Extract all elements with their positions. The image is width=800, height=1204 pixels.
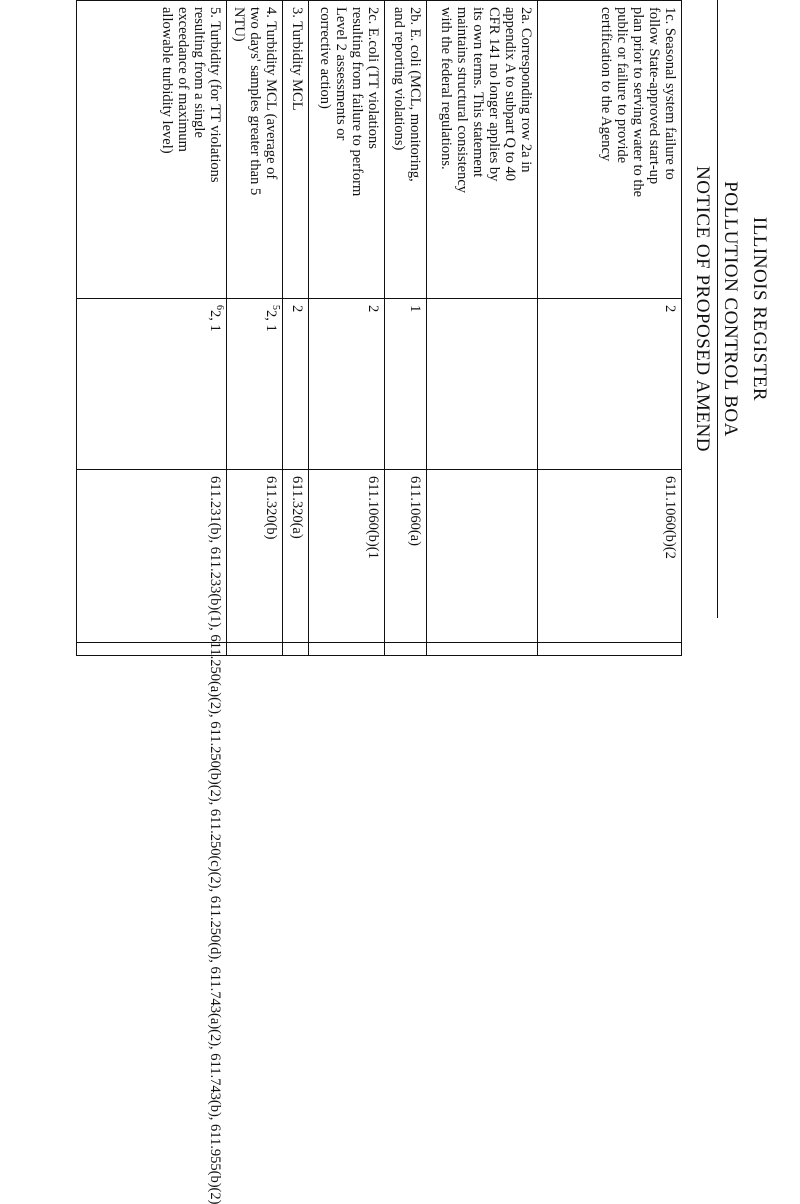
tier-cell bbox=[77, 299, 227, 470]
tier-cell bbox=[427, 299, 538, 470]
violation-description: 1c. Seasonal system failure to follow State-approved start-up plan prior to serving water to the public or failure to provide certification to the Agency bbox=[538, 1, 682, 299]
cropped-column bbox=[427, 643, 538, 656]
board-title: POLLUTION CONTROL BOA bbox=[720, 181, 741, 437]
tier-value: 2, 1 bbox=[263, 310, 279, 332]
notice-title: NOTICE OF PROPOSED AMEND bbox=[692, 166, 713, 452]
tier-value: 2 bbox=[365, 305, 381, 313]
citation: 611.320(a) bbox=[283, 470, 309, 643]
tier-value: 2 bbox=[662, 305, 678, 313]
header-rule bbox=[717, 0, 718, 618]
citation: 611.1060(a) bbox=[385, 470, 427, 643]
tier-footnote: 6 bbox=[213, 305, 225, 310]
tier-cell bbox=[309, 299, 385, 470]
cropped-column bbox=[385, 643, 427, 656]
violation-description: 3. Turbidity MCL bbox=[283, 1, 309, 299]
citation: 611.1060(b)(2 bbox=[538, 470, 682, 643]
register-title: ILLINOIS REGISTER bbox=[749, 216, 770, 402]
cropped-column bbox=[309, 643, 385, 656]
tier-value: 1 bbox=[407, 305, 423, 313]
cropped-column bbox=[77, 643, 227, 656]
tier-value: 2 bbox=[289, 305, 305, 313]
violation-description: 2a. Corresponding row 2a in appendix A to subpart Q to 40 CFR 141 no longer applies by its own terms. This statement maintains structural consistency with the federal regulations. bbox=[427, 1, 538, 299]
tier-cell bbox=[283, 299, 309, 470]
table-row bbox=[427, 1, 538, 656]
tier-cell bbox=[385, 299, 427, 470]
violation-description: 5. Turbidity (for TT violations resulting from a single exceedance of maximum allowable turbidity level) bbox=[77, 1, 227, 299]
table-row bbox=[77, 1, 227, 656]
violation-description: 4. Turbidity MCL (average of two days' samples greater than 5 NTU) bbox=[227, 1, 283, 299]
table-row bbox=[227, 1, 283, 656]
citation: 611.231(b), 611.233(b)(1), 611.250(a)(2), 611.250(b)(2), 611.250(c)(2), 611.250(d), 611.743(a)(2), 611.743(b), 611.955(b)(2) bbox=[77, 470, 227, 643]
tier-cell bbox=[227, 299, 283, 470]
cropped-column bbox=[283, 643, 309, 656]
cropped-column bbox=[227, 643, 283, 656]
citation bbox=[427, 470, 538, 643]
violation-description: 2b. E. coli (MCL, monitoring, and reporting violations) bbox=[385, 1, 427, 299]
citation: 611.1060(b)(1 bbox=[309, 470, 385, 643]
tier-cell bbox=[538, 299, 682, 470]
cropped-column bbox=[538, 643, 682, 656]
table-row bbox=[309, 1, 385, 656]
table-row bbox=[538, 1, 682, 656]
tier-value: 2, 1 bbox=[207, 310, 223, 332]
violations-table bbox=[76, 0, 682, 1204]
citation: 611.320(b) bbox=[227, 470, 283, 643]
table-row bbox=[385, 1, 427, 656]
tier-footnote: 5 bbox=[269, 305, 281, 310]
violation-description: 2c. E.coli (TT violations resulting from failure to perform Level 2 assessments or corrective action) bbox=[309, 1, 385, 299]
table-row bbox=[283, 1, 309, 656]
